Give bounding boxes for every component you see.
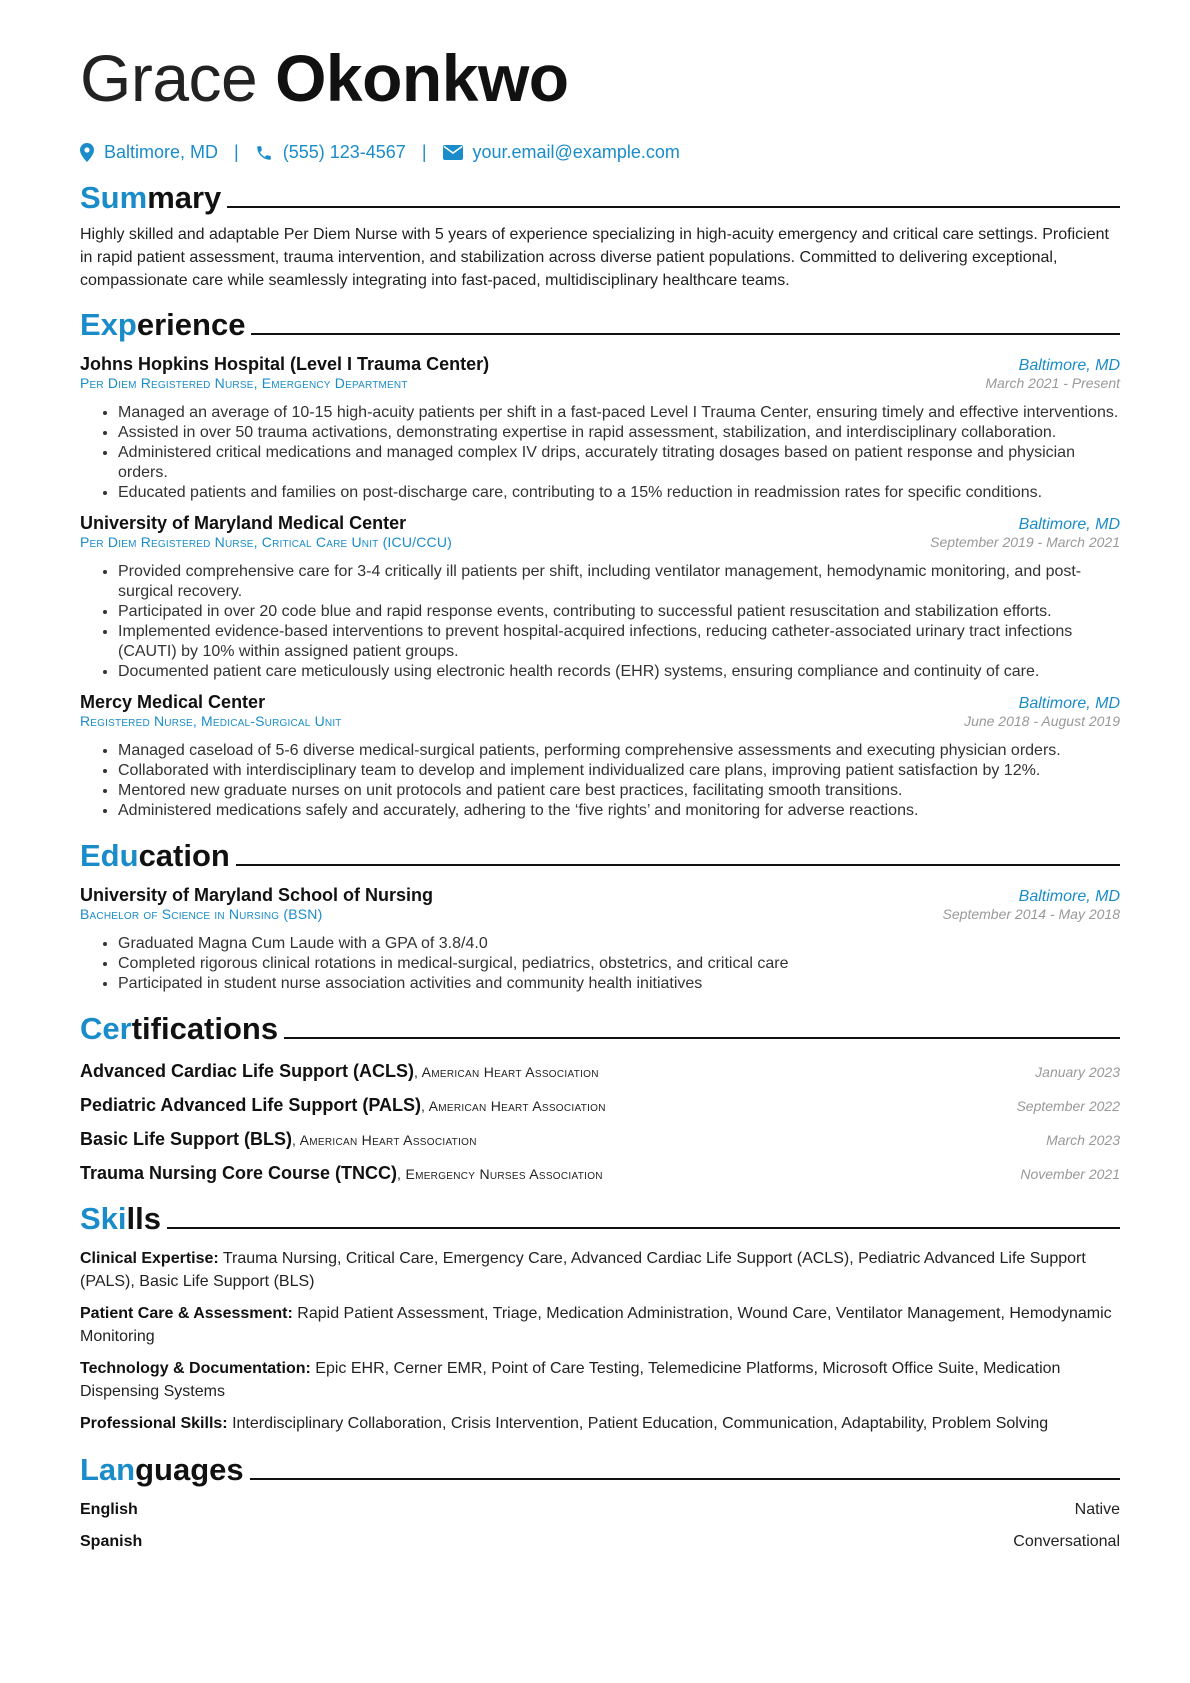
bullet-item: • Assisted in over 50 trauma activations, demonstrating expertise in rapid assessment, stabilization, and interdisciplinary collaboration.	[118, 423, 1120, 443]
skill-group-text: Rapid Patient Assessment, Triage, Medication Administration, Wound Care, Ventilator Management, Hemodynamic Monitoring	[80, 1305, 1112, 1345]
heading-accent: Lan	[80, 1452, 136, 1487]
section-rule	[227, 206, 1120, 208]
entry-header-row	[80, 513, 1120, 534]
entry-location: Baltimore, MD	[1018, 888, 1120, 905]
contact-separator: |	[234, 142, 239, 162]
certification-name: Basic Life Support (BLS)	[80, 1129, 293, 1149]
candidate-name	[80, 38, 1120, 118]
entry-role: Bachelor of Science in Nursing (BSN)	[80, 906, 323, 922]
heading-accent: Cer	[80, 1011, 132, 1046]
education-list	[80, 885, 1120, 994]
entry-subheader-row	[80, 375, 1120, 391]
heading-rest: cation	[138, 838, 230, 873]
organization-name: University of Maryland School of Nursing	[80, 885, 434, 905]
heading-accent: Sum	[80, 180, 148, 215]
section-heading-certifications	[80, 1008, 1120, 1048]
entry-subheader-row	[80, 534, 1120, 550]
section-heading-summary	[80, 177, 1120, 217]
skill-group	[80, 1357, 1120, 1403]
language-name: Spanish	[80, 1533, 143, 1550]
entry-dates: September 2019 - March 2021	[930, 534, 1120, 550]
certification-issuer: American Heart Association	[421, 1064, 599, 1080]
location-text: Baltimore, MD	[104, 142, 219, 162]
contact-location	[80, 142, 218, 163]
skills-list	[80, 1247, 1120, 1435]
entry-role: Per Diem Registered Nurse, Critical Care Unit (ICU/CCU)	[80, 534, 453, 550]
heading-rest: guages	[135, 1452, 244, 1487]
certification-name: Advanced Cardiac Life Support (ACLS)	[80, 1061, 415, 1081]
skill-group-label: Professional Skills:	[80, 1415, 228, 1432]
heading-accent: Exp	[80, 307, 137, 342]
bullet-item: • Documented patient care meticulously using electronic health records (EHR) systems, ensuring compliance and continuity of care.	[118, 662, 1120, 682]
experience-list	[80, 354, 1120, 821]
bullet-item: • Graduated Magna Cum Laude with a GPA of 3.8/4.0	[118, 934, 1120, 954]
section-heading-experience	[80, 304, 1120, 344]
skill-group-text: Epic EHR, Cerner EMR, Point of Care Testing, Telemedicine Platforms, Microsoft Office Suite, Medication Dispensing Systems	[80, 1360, 1061, 1400]
certification-title	[80, 1061, 599, 1082]
certification-comma: ,	[414, 1064, 422, 1080]
bullet-item: • Managed caseload of 5-6 diverse medical-surgical patients, performing comprehensive assessments and executing physician orders.	[118, 741, 1120, 761]
section-rule	[250, 1478, 1120, 1480]
contact-separator: |	[421, 142, 427, 162]
bullet-item: • Completed rigorous clinical rotations in medical-surgical, pediatrics, obstetrics, and critical care	[118, 954, 1120, 974]
summary-text: Highly skilled and adaptable Per Diem Nurse with 5 years of experience specializing in high-acuity emergency and critical care settings. Proficient in rapid patient assessment, trauma intervention, and stabilization across diverse patient populations. Committed to delivering exceptional, compassionate care while seamlessly integrating into fast-paced, multidisciplinary healthcare teams.	[80, 226, 1109, 289]
contact-bar	[80, 142, 1120, 163]
organization-name: Mercy Medical Center	[80, 692, 266, 712]
heading-accent: Ski	[80, 1201, 127, 1236]
entry-header-row	[80, 354, 1120, 375]
bullet-list	[80, 741, 1120, 821]
certification-row	[80, 1129, 1120, 1150]
certification-date: September 2022	[1016, 1098, 1120, 1114]
language-name: English	[80, 1501, 138, 1518]
heading-rest: lls	[126, 1201, 161, 1236]
skill-group-text: Interdisciplinary Collaboration, Crisis Intervention, Patient Education, Communication, Adaptability, Problem Solving	[232, 1415, 1049, 1432]
section-heading-education	[80, 835, 1120, 875]
bullet-item: • Participated in student nurse association activities and community health initiatives	[118, 974, 1120, 994]
bullet-item: • Managed an average of 10-15 high-acuity patients per shift in a fast-paced Level I Trauma Center, ensuring timely and effective interventions.	[118, 403, 1120, 423]
bullet-list	[80, 934, 1120, 994]
skill-group-label: Clinical Expertise:	[80, 1250, 219, 1267]
language-level: Conversational	[1013, 1533, 1120, 1550]
certification-row	[80, 1061, 1120, 1082]
envelope-icon	[443, 145, 463, 160]
bullet-item: • Administered critical medications and managed complex IV drips, accurately titrating dosages based on patient response and physician orders.	[118, 443, 1120, 483]
certification-comma: ,	[421, 1098, 429, 1114]
bullet-item: • Mentored new graduate nurses on unit protocols and patient care best practices, facilitating smooth transitions.	[118, 781, 1120, 801]
language-row	[80, 1531, 1120, 1553]
bullet-item: • Administered medications safely and accurately, adhering to the ‘five rights’ and monitoring for adverse reactions.	[118, 801, 1120, 821]
heading-rest: tifications	[131, 1011, 279, 1046]
section-rule	[167, 1227, 1120, 1229]
section-rule	[251, 333, 1120, 335]
organization-name: University of Maryland Medical Center	[80, 513, 407, 533]
entry-location: Baltimore, MD	[1018, 516, 1120, 533]
bullet-list	[80, 403, 1120, 503]
heading-accent: Edu	[80, 838, 139, 873]
entry-header-row	[80, 885, 1120, 906]
bullet-item: • Provided comprehensive care for 3-4 critically ill patients per shift, including ventilator management, hemodynamic monitoring, and post-surgical recovery.	[118, 562, 1120, 602]
first-name: Grace	[80, 41, 258, 115]
skill-group-label: Patient Care & Assessment:	[80, 1305, 293, 1322]
bullet-item: • Participated in over 20 code blue and rapid response events, contributing to successful patient resuscitation and stabilization efforts.	[118, 602, 1120, 622]
certification-title	[80, 1129, 477, 1150]
skill-group	[80, 1302, 1120, 1348]
skill-group-text: Trauma Nursing, Critical Care, Emergency Care, Advanced Cardiac Life Support (ACLS), Pediatric Advanced Life Support (PALS), Basic Life Support (BLS)	[80, 1250, 1086, 1290]
bullet-item: • Collaborated with interdisciplinary team to develop and implement individualized care plans, improving patient satisfaction by 12%.	[118, 761, 1120, 781]
entry-location: Baltimore, MD	[1018, 357, 1120, 374]
entry-subheader-row	[80, 713, 1120, 729]
certification-comma: ,	[397, 1166, 406, 1182]
certification-date: November 2021	[1020, 1166, 1120, 1182]
experience-entry	[80, 513, 1120, 682]
entry-role: Per Diem Registered Nurse, Emergency Department	[80, 375, 408, 391]
certification-name: Pediatric Advanced Life Support (PALS)	[80, 1095, 422, 1115]
language-row	[80, 1499, 1120, 1521]
bullet-list	[80, 562, 1120, 682]
entry-dates: March 2021 - Present	[985, 375, 1120, 391]
entry-role: Registered Nurse, Medical-Surgical Unit	[80, 713, 342, 729]
heading-rest: mary	[147, 180, 222, 215]
certification-comma: ,	[292, 1132, 300, 1148]
certification-date: January 2023	[1035, 1064, 1120, 1080]
certification-row	[80, 1095, 1120, 1116]
bullet-item: • Educated patients and families on post-discharge care, contributing to a 15% reduction in readmission rates for specific conditions.	[118, 483, 1120, 503]
contact-phone[interactable]	[255, 142, 406, 163]
entry-dates: September 2014 - May 2018	[942, 906, 1120, 922]
organization-name: Johns Hopkins Hospital (Level I Trauma Center)	[80, 354, 490, 374]
phone-icon	[255, 144, 273, 162]
entry-subheader-row	[80, 906, 1120, 922]
certification-date: March 2023	[1046, 1132, 1120, 1148]
email-text: your.email@example.com	[472, 142, 680, 162]
experience-entry	[80, 692, 1120, 821]
bullet-item: • Implemented evidence-based interventions to prevent hospital-acquired infections, reducing catheter-associated urinary tract infections (CAUTI) by 10% within assigned patient groups.	[118, 622, 1120, 662]
language-list	[80, 1499, 1120, 1553]
section-heading-skills	[80, 1198, 1120, 1238]
certification-title	[80, 1095, 606, 1116]
section-heading-languages	[80, 1449, 1120, 1489]
section-rule	[284, 1037, 1120, 1039]
certification-title	[80, 1163, 603, 1184]
entry-dates: June 2018 - August 2019	[964, 713, 1120, 729]
phone-text: (555) 123-4567	[282, 142, 406, 162]
experience-entry	[80, 354, 1120, 503]
education-entry	[80, 885, 1120, 994]
certification-issuer: American Heart Association	[428, 1098, 606, 1114]
section-rule	[236, 864, 1120, 866]
entry-location: Baltimore, MD	[1018, 695, 1120, 712]
entry-header-row	[80, 692, 1120, 713]
skill-group	[80, 1412, 1120, 1435]
certification-issuer: Emergency Nurses Association	[405, 1166, 603, 1182]
certification-name: Trauma Nursing Core Course (TNCC)	[80, 1163, 398, 1183]
language-level: Native	[1074, 1501, 1120, 1518]
certification-list	[80, 1061, 1120, 1184]
certification-row	[80, 1163, 1120, 1184]
map-pin-icon	[80, 143, 94, 162]
contact-email[interactable]	[443, 142, 680, 163]
skill-group	[80, 1247, 1120, 1293]
certification-issuer: American Heart Association	[299, 1132, 477, 1148]
last-name: Okonkwo	[275, 41, 569, 115]
skill-group-label: Technology & Documentation:	[80, 1360, 311, 1377]
heading-rest: erience	[136, 307, 246, 342]
